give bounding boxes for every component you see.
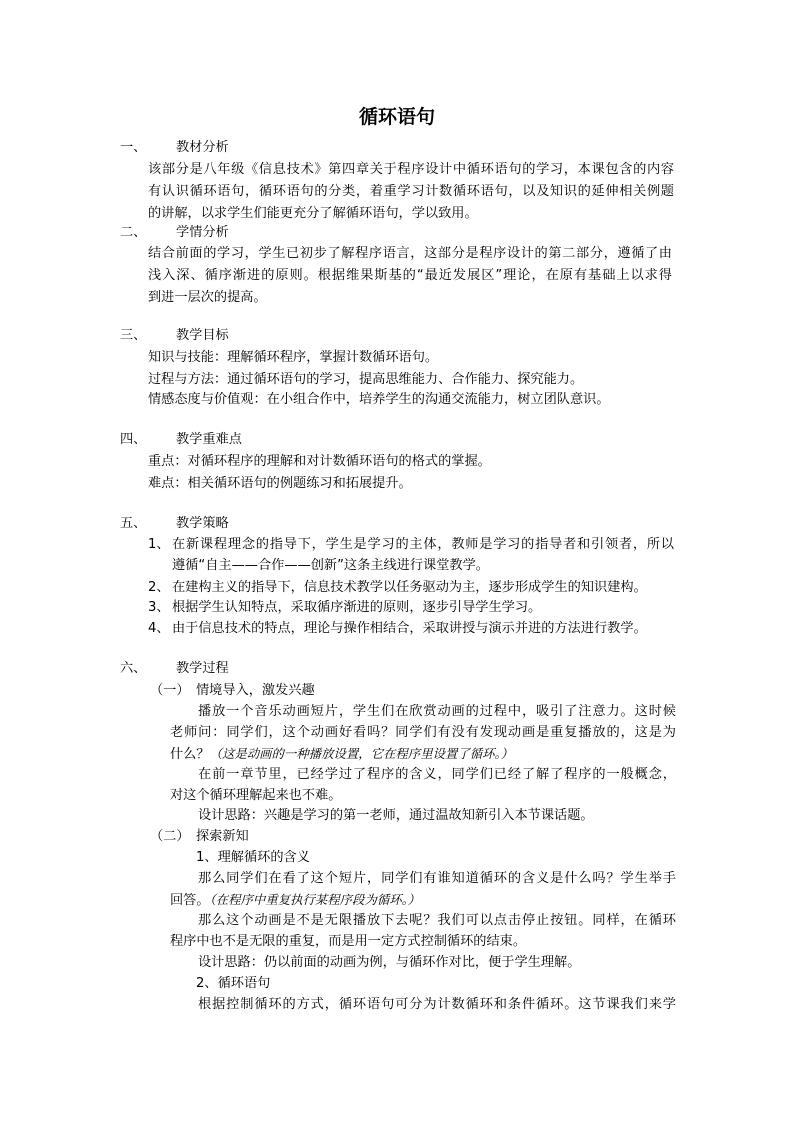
paragraph-line <box>170 890 420 911</box>
paragraph-line: 那么同学们在看了这个短片，同学们有谁知道循环的含义是什么吗？学生举手 <box>198 871 676 886</box>
paragraph-line: 那么这个动画是不是无限播放下去呢？我们可以点击停止按钮。同样，在循环 <box>198 913 676 928</box>
objective-line: 知识与技能：理解循环程序，掌握计数循环语句。 <box>148 350 439 365</box>
section-number: 五、 <box>120 516 147 531</box>
section-number: 四、 <box>120 432 147 447</box>
list-number: 4、 <box>148 621 170 636</box>
list-item-line: 由于信息技术的特点，理论与操作相结合，采取讲授与演示并进的方法进行教学。 <box>172 621 647 636</box>
paragraph-line: 根据控制循环的方式，循环语句可分为计数循环和条件循环。这节课我们来学 <box>198 997 676 1012</box>
key-point-line: 重点：对循环程序的理解和对计数循环语句的格式的掌握。 <box>148 454 491 469</box>
sub-item-heading: 1、理解循环的含义 <box>196 850 310 865</box>
section-heading: 教学目标 <box>176 328 229 343</box>
list-number: 1、 <box>148 537 170 552</box>
design-idea-line: 设计思路：兴趣是学习的第一老师，通过温故知新引入本节课话题。 <box>198 808 594 823</box>
paragraph-line: 到进一层次的提高。 <box>148 290 267 305</box>
design-idea-line: 设计思路：仍以前面的动画为例，与循环作对比，便于学生理解。 <box>198 955 581 970</box>
list-item-line: 在建构主义的指导下，信息技术教学以任务驱动为主，逐步形成学生的知识建构。 <box>172 580 647 595</box>
key-point-line: 难点：相关循环语句的例题练习和拓展提升。 <box>148 476 412 491</box>
section-number: 二、 <box>120 225 147 240</box>
paragraph-line <box>170 744 513 765</box>
section-number: 六、 <box>120 661 147 676</box>
objective-line: 情感态度与价值观：在小组合作中，培养学生的沟通交流能力，树立团队意识。 <box>148 392 610 407</box>
subsection-label: （一） <box>150 683 190 698</box>
list-item-line: 在新课程理念的指导下，学生是学习的主体，教师是学习的指导者和引领者，所以 <box>172 537 674 552</box>
paragraph-line: 在前一章节里，已经学过了程序的含义，同学们已经了解了程序的一般概念， <box>198 767 676 782</box>
subsection-heading: 情境导入，激发兴趣 <box>196 683 315 698</box>
list-item-line: 遵循“自主——合作——创新”这条主线进行课堂教学。 <box>172 558 489 573</box>
paragraph-line: 程序中也不是无限的重复，而是用一定方式控制循环的结束。 <box>170 934 527 949</box>
sub-item-heading: 2、循环语句 <box>196 976 271 991</box>
list-item-line: 根据学生认知特点，采取循序渐进的原则，逐步引导学生学习。 <box>172 600 542 615</box>
objective-line: 过程与方法：通过循环语句的学习，提高思维能力、合作能力、探究能力。 <box>148 372 584 387</box>
italic-note: （这是动画的一种播放设置，它在程序里设置了循环。） <box>209 746 514 761</box>
list-number: 2、 <box>148 580 170 595</box>
subsection-heading: 探索新知 <box>196 829 249 844</box>
paragraph-line: 老师问：同学们，这个动画好看吗？同学们有没有发现动画是重复播放的，这是为 <box>170 725 676 740</box>
paragraph-line: 结合前面的学习，学生已初步了解程序语言，这部分是程序设计的第二部分，遵循了由 <box>148 246 672 261</box>
list-number: 3、 <box>148 600 170 615</box>
paragraph-text: 什么？ <box>170 747 210 762</box>
paragraph-text: 回答。 <box>170 893 210 908</box>
italic-note: （在程序中重复执行某程序段为循环。） <box>209 892 421 907</box>
section-heading: 教材分析 <box>176 140 229 155</box>
section-number: 一、 <box>120 140 147 155</box>
section-heading: 教学策略 <box>176 516 229 531</box>
paragraph-line: 该部分是八年级《信息技术》第四章关于程序设计中循环语句的学习，本课包含的内容 <box>148 162 674 177</box>
paragraph-line: 对这个循环理解起来也不难。 <box>170 788 342 803</box>
subsection-label: （二） <box>150 829 190 844</box>
paragraph-line: 播放一个音乐动画短片，学生们在欣赏动画的过程中，吸引了注意力。这时候 <box>198 704 676 719</box>
paragraph-line: 有认识循环语句，循环语句的分类，着重学习计数循环语句，以及知识的延伸相关例题 <box>148 184 674 199</box>
paragraph-line: 浅入深、循序渐进的原则。根据维果斯基的“最近发展区”理论，在原有基础上以求得 <box>148 268 672 283</box>
section-number: 三、 <box>120 328 147 343</box>
section-heading: 教学重难点 <box>176 432 242 447</box>
section-heading: 学情分析 <box>176 225 229 240</box>
section-heading: 教学过程 <box>176 661 229 676</box>
document-title: 循环语句 <box>358 106 435 128</box>
paragraph-line: 的讲解，以求学生们能更充分了解循环语句，学以致用。 <box>148 206 478 221</box>
